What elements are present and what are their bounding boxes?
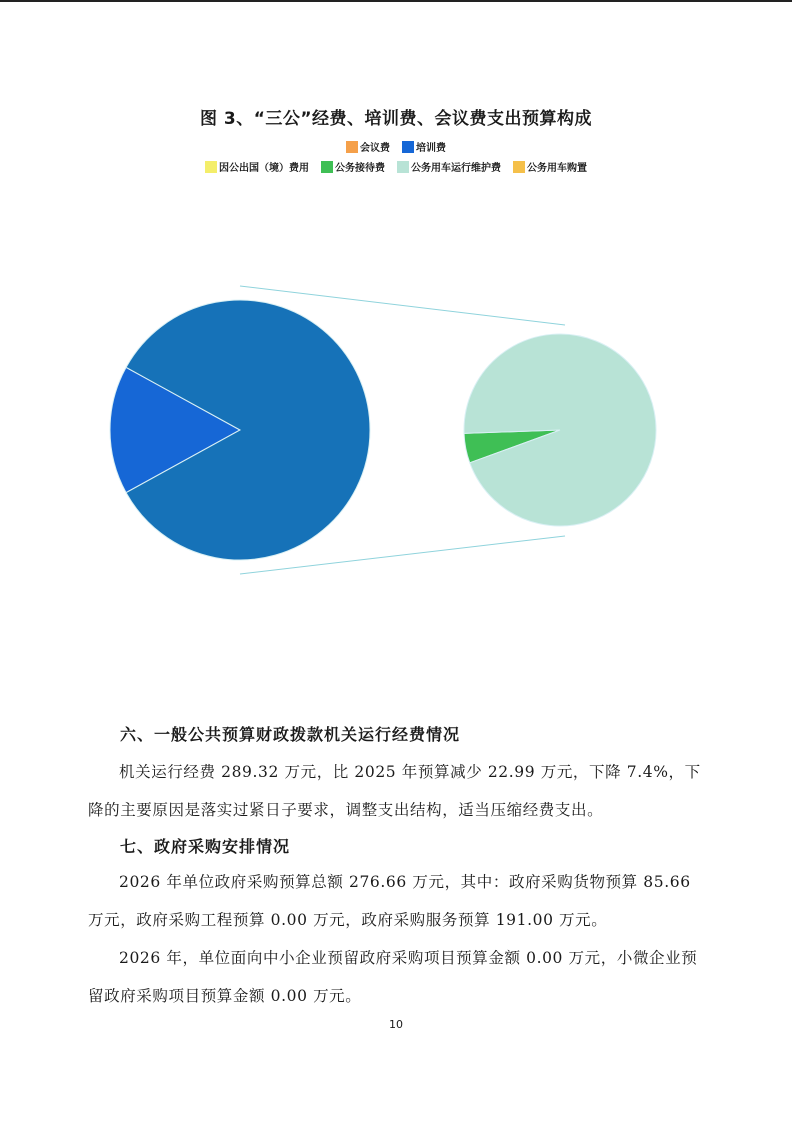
secondary-pie [464, 334, 656, 526]
legend-label-vehicle-purchase: 公务用车购置 [527, 163, 587, 174]
legend-item-vehicle-maintenance [397, 159, 501, 174]
figure-title: 图 3、“三公”经费、培训费、会议费支出预算构成 [199, 109, 593, 129]
legend-item-meeting [346, 139, 390, 154]
section-heading-6: 六、一般公共预算财政拨款机关运行经费情况 [120, 725, 461, 744]
page-top-edge [0, 0, 792, 2]
section-7-paragraph-1: 2026 年单位政府采购预算总额 276.66 万元，其中：政府采购货物预算 85.66 万元，政府采购工程预算 0.00 万元，政府采购服务预算 191.00 万元。 [88, 873, 691, 929]
legend-item-vehicle-purchase [513, 159, 587, 174]
legend-swatch-training [402, 141, 414, 153]
secondary-pie-slice-1 [464, 334, 656, 526]
legend-item-overseas [205, 159, 309, 174]
legend-swatch-meeting [346, 141, 358, 153]
legend-swatch-vehicle-maintenance [397, 161, 409, 173]
legend-swatch-vehicle-purchase [513, 161, 525, 173]
legend-label-training: 培训费 [416, 143, 446, 154]
section-6-paragraph-1: 机关运行经费 289.32 万元，比 2025 年预算减少 22.99 万元，下降 7.4%，下降的主要原因是落实过紧日子要求，调整支出结构，适当压缩经费支出。 [88, 763, 701, 819]
legend-row-2 [0, 159, 792, 174]
pie-of-pie-chart [0, 270, 792, 590]
section-7-paragraph-2: 2026 年，单位面向中小企业预留政府采购项目预算金额 0.00 万元，小微企业预留政府采购项目预算金额 0.00 万元。 [88, 949, 698, 1005]
legend-item-training [402, 139, 446, 154]
legend-item-reception [321, 159, 385, 174]
legend-label-overseas: 因公出国（境）费用 [219, 163, 309, 174]
main-pie [110, 300, 370, 560]
page-number: 10 [389, 1018, 403, 1031]
legend-label-vehicle-maintenance: 公务用车运行维护费 [411, 163, 501, 174]
legend-swatch-reception [321, 161, 333, 173]
legend-label-meeting: 会议费 [360, 143, 390, 154]
legend-label-reception: 公务接待费 [335, 163, 385, 174]
section-heading-7: 七、政府采购安排情况 [120, 837, 291, 856]
legend-row-1 [0, 139, 792, 154]
legend-swatch-overseas [205, 161, 217, 173]
